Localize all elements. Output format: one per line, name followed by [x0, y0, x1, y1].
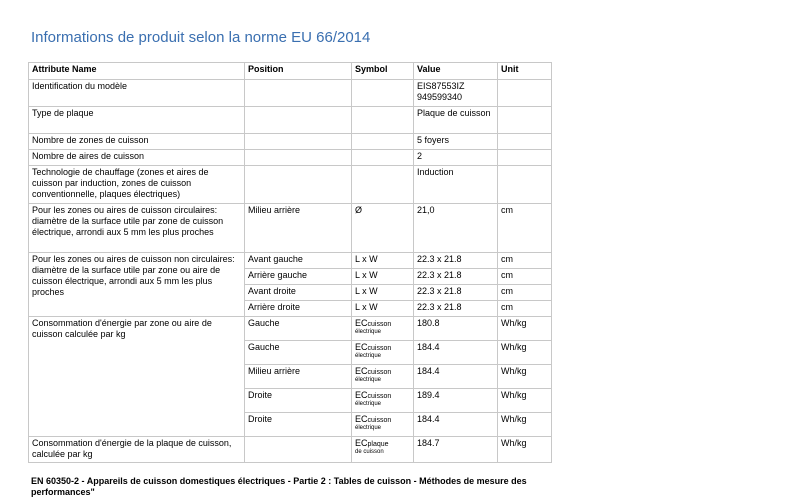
value-cell: 22.3 x 21.8 — [414, 285, 498, 301]
position-cell: Droite — [245, 413, 352, 437]
value-cell: Induction — [414, 166, 498, 204]
symbol-cell — [352, 80, 414, 107]
symbol-suffix: cuisson — [367, 417, 392, 424]
position-cell: Avant droite — [245, 285, 352, 301]
standard-reference: EN 60350-2 - Appareils de cuisson domestiques électriques - Partie 2 : Tables de cuisson - Méthodes de mesure des performances" — [31, 476, 527, 497]
symbol-main: EC — [355, 414, 368, 424]
header-attribute: Attribute Name — [29, 63, 245, 80]
position-cell: Milieu arrière — [245, 204, 352, 253]
symbol-subscript: électrique — [355, 425, 382, 431]
symbol-main: EC — [355, 318, 368, 328]
symbol-cell: L x W — [352, 301, 414, 317]
symbol-suffix: cuisson — [367, 321, 392, 328]
position-cell: Arrière gauche — [245, 269, 352, 285]
unit-cell: cm — [498, 253, 552, 269]
symbol-cell — [352, 437, 414, 463]
table-row — [29, 253, 552, 269]
value-cell: 184.4 — [414, 413, 498, 437]
symbol-cell — [352, 365, 414, 389]
table-row — [29, 317, 552, 341]
position-cell — [245, 134, 352, 150]
table-row — [29, 134, 552, 150]
value-cell: 189.4 — [414, 389, 498, 413]
value-cell: 184.4 — [414, 365, 498, 389]
value-cell: 5 foyers — [414, 134, 498, 150]
unit-cell: cm — [498, 269, 552, 285]
unit-cell: cm — [498, 301, 552, 317]
value-cell: 180.8 — [414, 317, 498, 341]
table-row — [29, 166, 552, 204]
unit-cell: Wh/kg — [498, 437, 552, 463]
header-unit: Unit — [498, 63, 552, 80]
unit-cell — [498, 134, 552, 150]
position-cell: Arrière droite — [245, 301, 352, 317]
product-info-table — [28, 62, 552, 463]
symbol-main: EC — [355, 438, 368, 448]
position-cell — [245, 107, 352, 134]
model-code: 949599340 — [417, 92, 463, 102]
value-cell: 22.3 x 21.8 — [414, 269, 498, 285]
position-cell: Droite — [245, 389, 352, 413]
symbol-cell: L x W — [352, 285, 414, 301]
attribute-cell: Nombre de zones de cuisson — [29, 134, 245, 150]
unit-cell — [498, 166, 552, 204]
symbol-subscript: électrique — [355, 377, 382, 383]
unit-cell: Wh/kg — [498, 413, 552, 437]
attribute-cell: Pour les zones ou aires de cuisson circulaires: diamètre de la surface utile par zone de cuisson électrique, arrondi aux 5 mm les plus proches — [29, 204, 245, 253]
symbol-main: EC — [355, 390, 368, 400]
symbol-suffix: cuisson — [367, 345, 392, 352]
page-title: Informations de produit selon la norme EU 66/2014 — [31, 29, 371, 46]
value-cell: 21,0 — [414, 204, 498, 253]
symbol-main: EC — [355, 366, 368, 376]
symbol-cell — [352, 107, 414, 134]
symbol-cell — [352, 413, 414, 437]
symbol-cell — [352, 389, 414, 413]
unit-cell: Wh/kg — [498, 365, 552, 389]
value-cell: 184.7 — [414, 437, 498, 463]
symbol-subscript: de cuisson — [355, 449, 384, 455]
header-value: Value — [414, 63, 498, 80]
header-position: Position — [245, 63, 352, 80]
position-cell: Avant gauche — [245, 253, 352, 269]
symbol-subscript: électrique — [355, 353, 382, 359]
symbol-subscript: électrique — [355, 329, 382, 335]
symbol-cell — [352, 166, 414, 204]
attribute-cell: Pour les zones ou aires de cuisson non circulaires: diamètre de la surface utile par zone ou aire de cuisson électrique, arrondi aux 5 mm les plus proches — [29, 253, 245, 317]
symbol-main: EC — [355, 342, 368, 352]
symbol-cell — [352, 341, 414, 365]
position-cell — [245, 166, 352, 204]
table-row — [29, 204, 552, 253]
header-symbol: Symbol — [352, 63, 414, 80]
unit-cell: Wh/kg — [498, 389, 552, 413]
position-cell: Gauche — [245, 317, 352, 341]
symbol-cell: L x W — [352, 269, 414, 285]
value-cell — [414, 80, 498, 107]
attribute-cell: Identification du modèle — [29, 80, 245, 107]
position-cell — [245, 150, 352, 166]
unit-cell: Wh/kg — [498, 341, 552, 365]
model-number: EIS87553IZ — [417, 81, 465, 91]
attribute-cell: Technologie de chauffage (zones et aires de cuisson par induction, zones de cuisson conventionnelle, plaques électriques) — [29, 166, 245, 204]
unit-cell — [498, 107, 552, 134]
position-cell: Gauche — [245, 341, 352, 365]
position-cell — [245, 437, 352, 463]
unit-cell: cm — [498, 204, 552, 253]
value-cell: 22.3 x 21.8 — [414, 253, 498, 269]
table-row — [29, 80, 552, 107]
attribute-cell: Consommation d'énergie par zone ou aire de cuisson calculée par kg — [29, 317, 245, 437]
symbol-cell: Ø — [352, 204, 414, 253]
table-row — [29, 150, 552, 166]
value-cell: 22.3 x 21.8 — [414, 301, 498, 317]
position-cell — [245, 80, 352, 107]
unit-cell: Wh/kg — [498, 317, 552, 341]
table-row — [29, 107, 552, 134]
value-cell: 184.4 — [414, 341, 498, 365]
unit-cell — [498, 150, 552, 166]
symbol-suffix: cuisson — [367, 369, 392, 376]
position-cell: Milieu arrière — [245, 365, 352, 389]
attribute-cell: Type de plaque — [29, 107, 245, 134]
table-row — [29, 437, 552, 463]
symbol-subscript: électrique — [355, 401, 382, 407]
attribute-cell: Consommation d'énergie de la plaque de cuisson, calculée par kg — [29, 437, 245, 463]
attribute-cell: Nombre de aires de cuisson — [29, 150, 245, 166]
symbol-cell — [352, 150, 414, 166]
symbol-suffix: plaque — [367, 441, 389, 448]
value-cell: Plaque de cuisson — [414, 107, 498, 134]
table-header-row — [29, 63, 552, 80]
symbol-cell — [352, 317, 414, 341]
symbol-cell: L x W — [352, 253, 414, 269]
value-cell: 2 — [414, 150, 498, 166]
symbol-cell — [352, 134, 414, 150]
unit-cell: cm — [498, 285, 552, 301]
unit-cell — [498, 80, 552, 107]
symbol-suffix: cuisson — [367, 393, 392, 400]
